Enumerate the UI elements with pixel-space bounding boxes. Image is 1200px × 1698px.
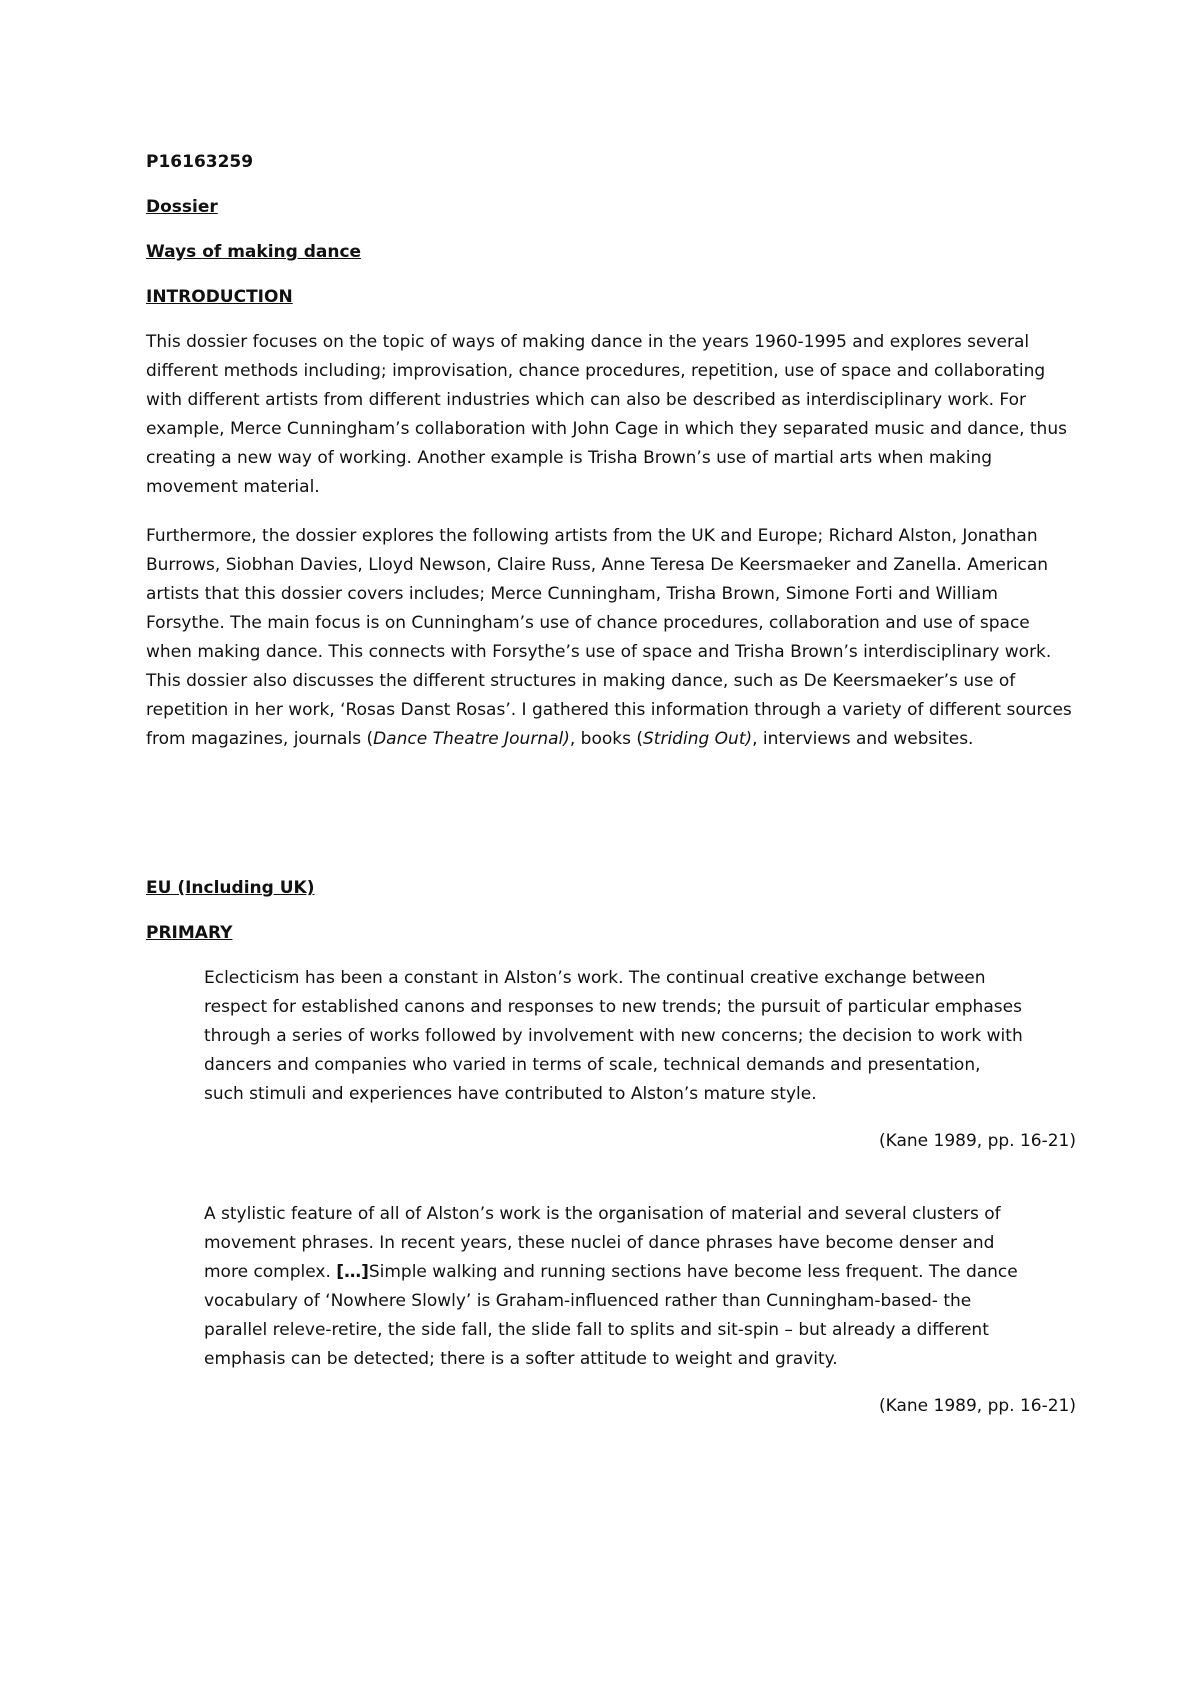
document-subtitle: Ways of making dance [146, 242, 362, 262]
journal-title: Dance Theatre Journal) [373, 729, 570, 749]
intro-paragraph-2 [146, 522, 1076, 754]
student-id: P16163259 [146, 152, 254, 172]
quote-1: Eclecticism has been a constant in Alston’s work. The continual creative exchange between respect for established canons and responses to new trends; the pursuit of particular emphases through a series of works followed by involvement with new concerns; the decision to work with dancers and companies who varied in terms of scale, technical demands and presentation, such stimuli and experiences have contributed to Alston’s mature style. [204, 968, 1023, 1104]
quote-2 [204, 1200, 1024, 1374]
section-heading-eu: EU (Including UK) [146, 878, 315, 898]
intro-paragraph-2-text-1: Furthermore, the dossier explores the following artists from the UK and Europe; Richard Alston, Jonathan Burrows, Siobhan Davies, Lloyd Newson, Claire Russ, Anne Teresa De Keersmaeker and Zanella. American artists that this dossier covers includes; Merce Cunningham, Trisha Brown, Simone Forti and William Forsythe. The main focus is on Cunningham’s use of chance procedures, collaboration and use of space when making dance. This connects with Forsythe’s use of space and Trisha Brown’s interdisciplinary work. This dossier also discusses the different structures in making dance, such as De Keersmaeker’s use of repetition in her work, ‘Rosas Danst Rosas’. I gathered this information through a variety of different sources from magazines, journals ( [146, 526, 1072, 749]
quote-2-text-2: Simple walking and running sections have become less frequent. The dance vocabulary of ‘Nowhere Slowly’ is Graham-influenced rather than Cunningham-based- the parallel releve-retire, the side fall, the slide fall to splits and sit-spin – but already a different emphasis can be detected; there is a softer attitude to weight and gravity. [204, 1262, 1018, 1369]
intro-paragraph-1: This dossier focuses on the topic of ways of making dance in the years 1960-1995 and explores several different methods including; improvisation, chance procedures, repetition, use of space and collaborating with different artists from different industries which can also be described as interdisciplinary work. For example, Merce Cunningham’s collaboration with John Cage in which they separated music and dance, thus creating a new way of working. Another example is Trisha Brown’s use of martial arts when making movement material. [146, 332, 1067, 497]
quote-2-text-1: A stylistic feature of all of Alston’s work is the organisation of material and several clusters of movement phrases. In recent years, these nuclei of dance phrases have become denser and more complex. [204, 1204, 1001, 1282]
quote-2-ellipsis: […] [336, 1262, 369, 1282]
section-heading-primary: PRIMARY [146, 923, 233, 943]
document-title: Dossier [146, 197, 218, 217]
book-title: Striding Out) [643, 729, 753, 749]
intro-paragraph-2-text-2: , books ( [569, 729, 644, 749]
intro-paragraph-2-text-3: , interviews and websites. [752, 729, 974, 749]
section-heading-introduction: INTRODUCTION [146, 287, 293, 307]
citation-1: (Kane 1989, pp. 16-21) [878, 1131, 1076, 1151]
citation-2: (Kane 1989, pp. 16-21) [878, 1396, 1076, 1416]
document-body [146, 148, 1076, 1421]
